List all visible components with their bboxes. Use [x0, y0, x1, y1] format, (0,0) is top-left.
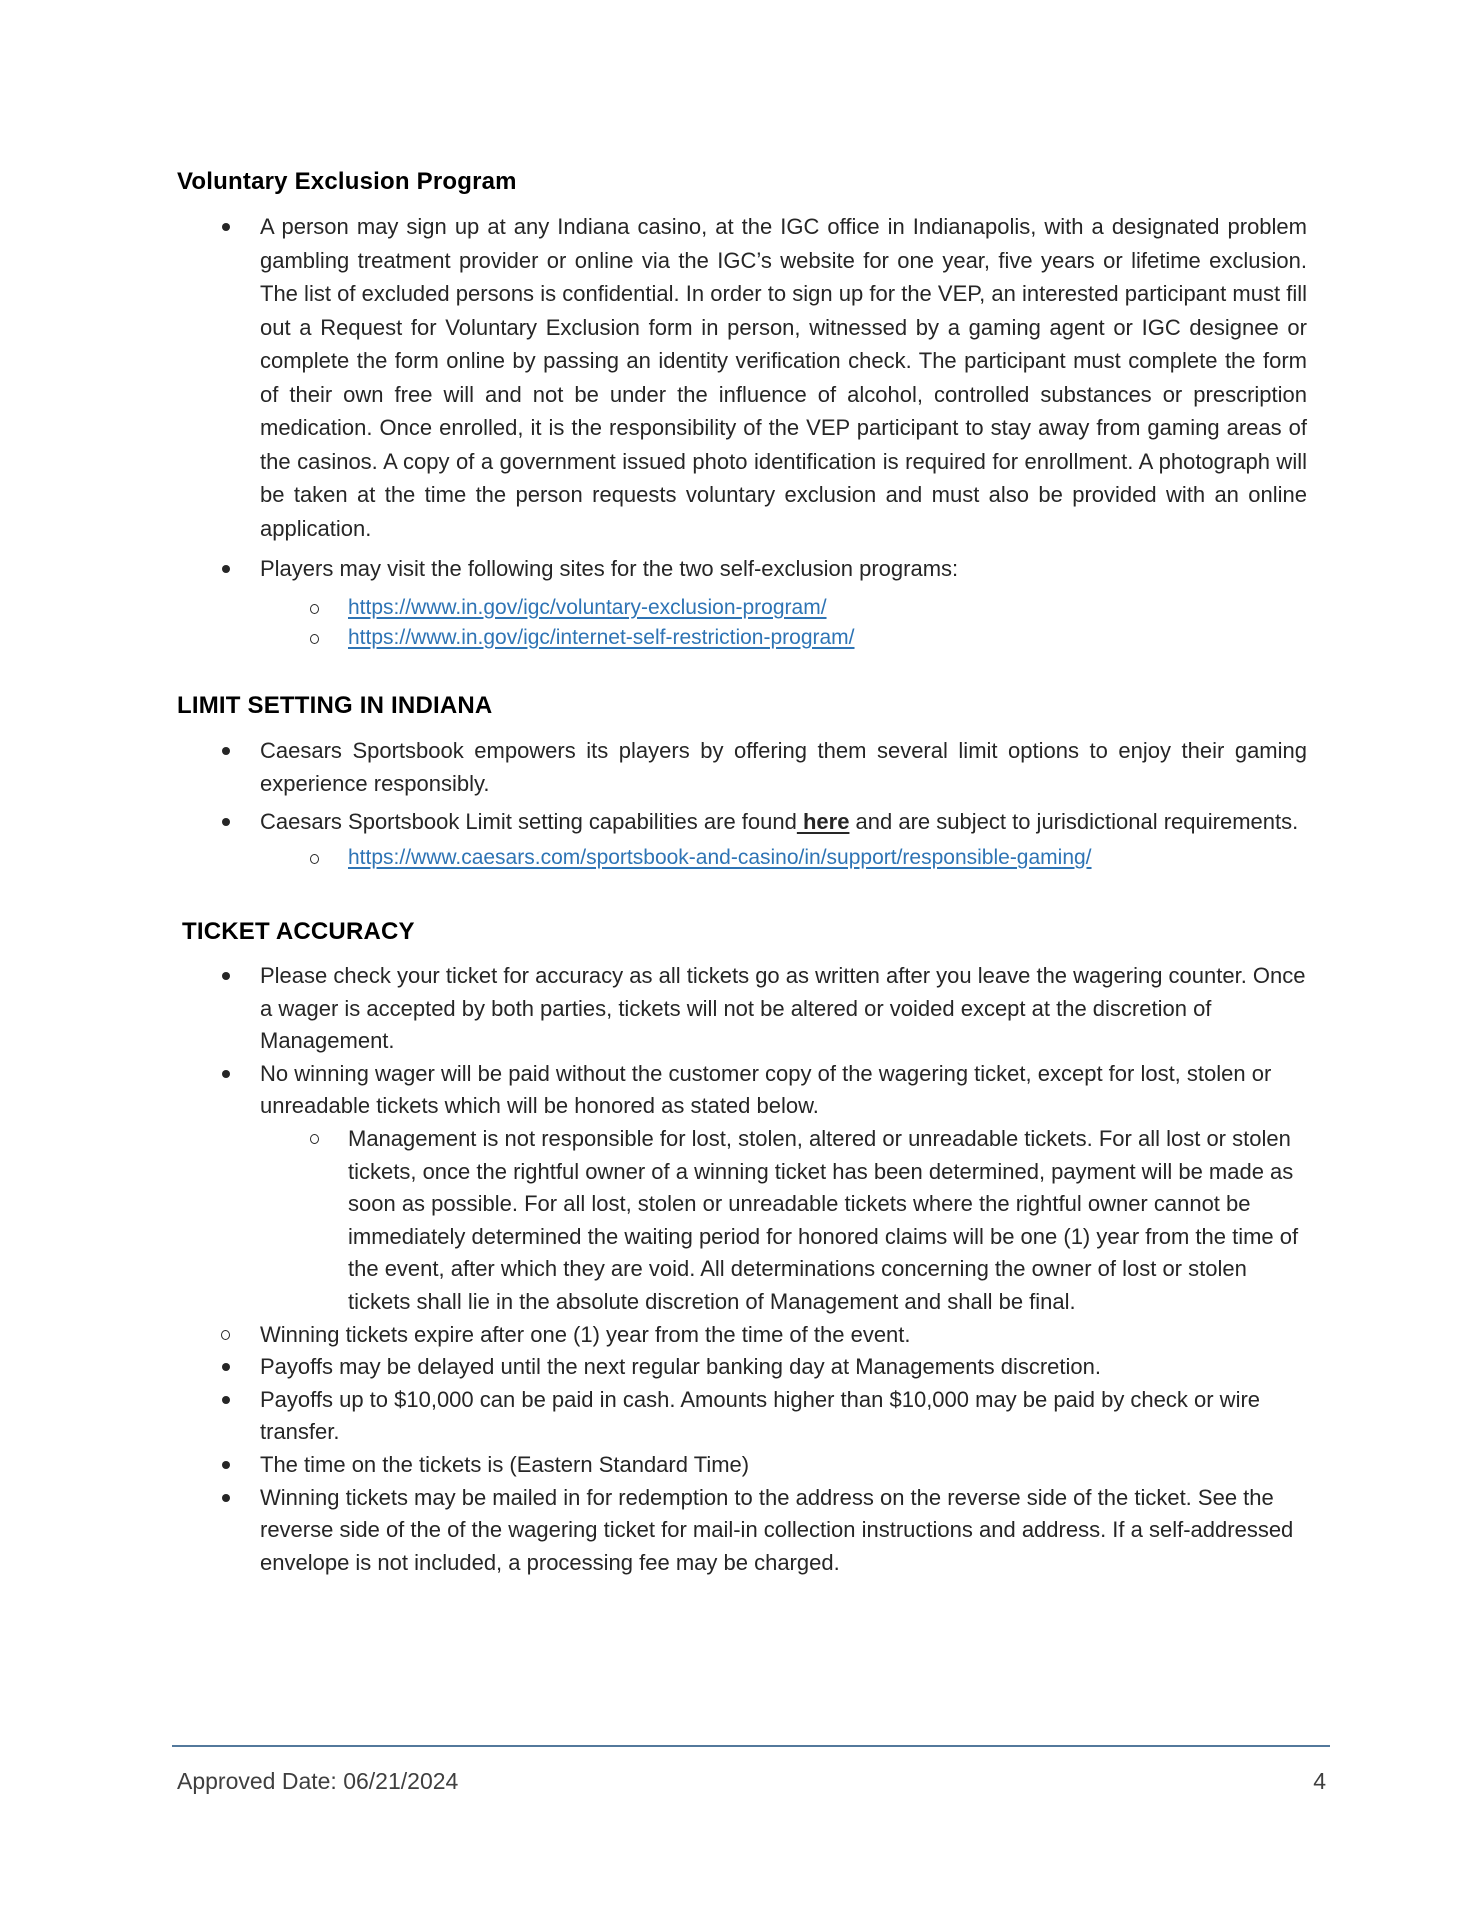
- heading-limit-setting-in-indiana: LIMIT SETTING IN INDIANA: [177, 691, 493, 719]
- bullet-payoffs-delayed: Payoffs may be delayed until the next regular banking day at Managements discretion.: [177, 1351, 1307, 1384]
- bullet-vep-signup-paragraph: A person may sign up at any Indiana casino, at the IGC office in Indianapolis, with a designated problem gambling treatment provider or online via the IGC’s website for one year, five years or lifetime exclusion. The list of excluded persons is confidential. In order to sign up for the VEP, an interested participant must fill out a Request for Voluntary Exclusion form in person, witnessed by a gaming agent or IGC designee or complete the form online by passing an identity verification check. The participant must complete the form of their own free will and not be under the influence of alcohol, controlled substances or prescription medication. Once enrolled, it is the responsibility of the VEP participant to stay away from gaming areas of the casinos. A copy of a government issued photo identification is required for enrollment. A photograph will be taken at the time the person requests voluntary exclusion and must also be provided with an online application.: [177, 210, 1307, 545]
- bullet-mail-in-redemption: Winning tickets may be mailed in for redemption to the address on the reverse side of the ticket. See the reverse side of the of the wagering ticket for mail-in collection instructions and address. If a self-addressed envelope is not included, a processing fee may be charged.: [177, 1482, 1307, 1580]
- page-footer: [177, 1768, 1326, 1795]
- list-item-link: [177, 843, 1307, 873]
- section-limit-setting: [177, 689, 1307, 874]
- bullet-no-winning-wager: No winning wager will be paid without the customer copy of the wagering ticket, except for lost, stolen or unreadable tickets which will be honored as stated below.: [177, 1058, 1307, 1123]
- bullet-payoffs-cash-limit: Payoffs up to $10,000 can be paid in cash. Amounts higher than $10,000 may be paid by check or wire transfer.: [177, 1384, 1307, 1449]
- section-voluntary-exclusion: [177, 165, 1307, 653]
- section-ticket-accuracy: [177, 915, 1307, 1579]
- sub-bullet-management-responsibility: Management is not responsible for lost, stolen, altered or unreadable tickets. For all lost or stolen tickets, once the rightful owner of a winning ticket has been determined, payment will be made as soon as possible. For all lost, stolen or unreadable tickets where the rightful owner cannot be immediately determined the waiting period for honored claims will be one (1) year from the time of the event, after which they are void. All determinations concerning the owner of lost or stolen tickets shall lie in the absolute discretion of Management and shall be final.: [177, 1123, 1307, 1319]
- bullet-vep-sites-intro: Players may visit the following sites for the two self-exclusion programs:: [177, 552, 1307, 586]
- list-item-link: [177, 623, 1307, 653]
- bullet-ticket-check-accuracy: Please check your ticket for accuracy as all tickets go as written after you leave the wagering counter. Once a wager is accepted by both parties, tickets will not be altered or voided except at the discretion of Management.: [177, 960, 1307, 1058]
- responsible-gaming-link[interactable]: https://www.caesars.com/sportsbook-and-casino/in/support/responsible-gaming/: [348, 846, 1092, 869]
- heading-ticket-accuracy: TICKET ACCURACY: [182, 918, 415, 945]
- bullet-limit-empowers: Caesars Sportsbook empowers its players by offering them several limit options to enjoy their gaming experience responsibly.: [177, 734, 1307, 801]
- limit-capabilities-text: Caesars Sportsbook Limit setting capabilities are found: [260, 808, 797, 834]
- bullet-ticket-time-zone: The time on the tickets is (Eastern Standard Time): [177, 1449, 1307, 1482]
- heading-voluntary-exclusion-program: Voluntary Exclusion Program: [177, 168, 517, 195]
- page-content: [177, 165, 1307, 1579]
- here-link[interactable]: here: [796, 808, 850, 834]
- approved-date-label: Approved Date: 06/21/2024: [177, 1768, 459, 1794]
- bullet-limit-capabilities: [177, 805, 1307, 839]
- voluntary-exclusion-program-link[interactable]: https://www.in.gov/igc/voluntary-exclusion-program/: [348, 595, 827, 619]
- limit-capabilities-text-suffix: and are subject to jurisdictional requirements.: [849, 808, 1299, 834]
- page-number: 4: [1313, 1768, 1326, 1794]
- item-winning-tickets-expire: Winning tickets expire after one (1) year from the time of the event.: [177, 1319, 1307, 1352]
- list-item-link: [177, 593, 1307, 623]
- internet-self-restriction-program-link[interactable]: https://www.in.gov/igc/internet-self-restriction-program/: [348, 625, 855, 649]
- footer-divider: [172, 1745, 1330, 1747]
